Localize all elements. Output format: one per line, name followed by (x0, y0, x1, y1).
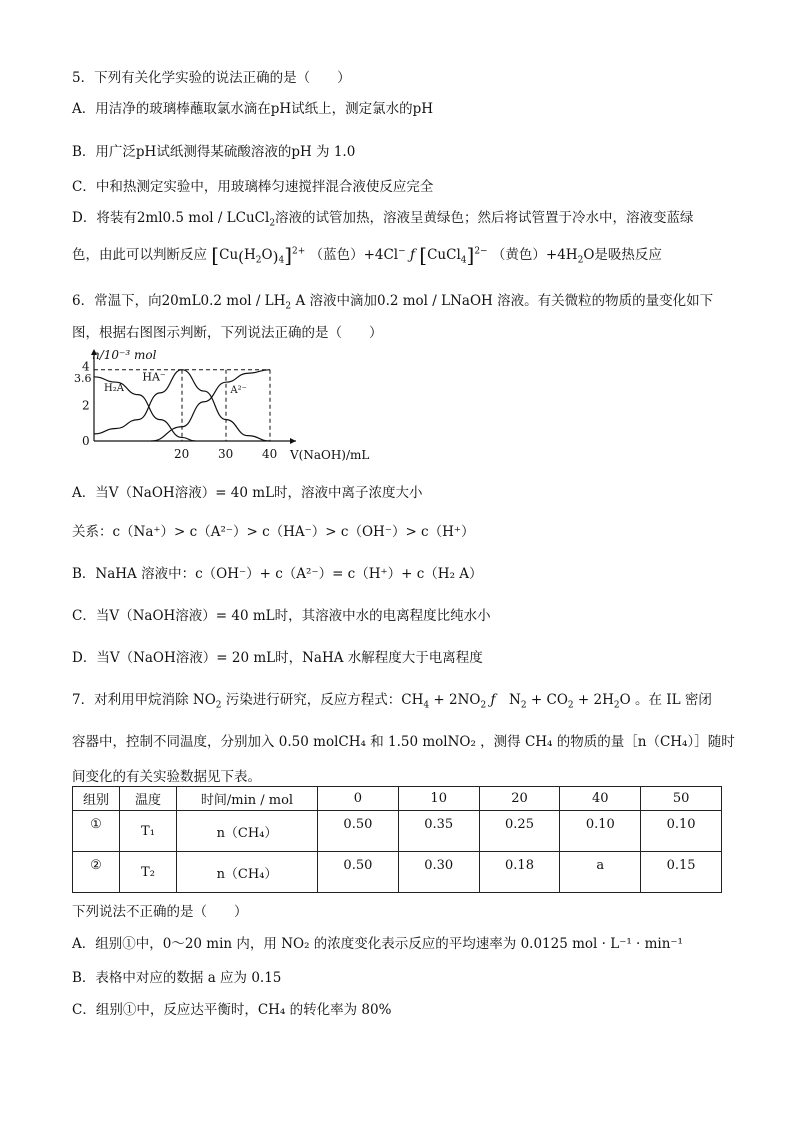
q6-stem-line2: 图，根据右图图示判断，下列说法正确的是（ ） (72, 325, 383, 341)
table-cell: 0.30 (398, 852, 479, 893)
x-axis-label: V(NaOH)/mL (290, 448, 370, 462)
y-tick: 4 (82, 359, 90, 374)
table-cell: T₂ (120, 852, 177, 893)
q5-stem: 5．下列有关化学实验的说法正确的是（ ） (72, 70, 351, 86)
q7-option-a: A．组别①中，0～20 min 内，用 NO₂ 的浓度变化表示反应的平均速率为 0.0125 mol · L⁻¹ · min⁻¹ (72, 936, 683, 952)
q5-d1-a: D．将装有2ml0.5 mol / LCuCl (72, 210, 270, 226)
table-cell: ① (73, 811, 120, 852)
x-tick: 20 (174, 447, 190, 461)
table-cell: 0.18 (479, 852, 560, 893)
table-cell: 0.50 (318, 852, 399, 893)
table-header-cell: 0 (318, 787, 399, 811)
table-cell: 0.10 (641, 811, 722, 852)
q7-option-c: C．组别①中，反应达平衡时，CH₄ 的转化率为 80% (72, 1002, 392, 1018)
x-tick: 40 (262, 447, 278, 461)
table-header-row (73, 787, 722, 811)
table-cell: 0.35 (398, 811, 479, 852)
q7-prompt: 下列说法不正确的是（ ） (72, 904, 248, 920)
table-row (73, 852, 722, 893)
series-label: HA⁻ (142, 370, 166, 384)
table-header-cell: 50 (641, 787, 722, 811)
q7-stem-line3: 间变化的有关实验数据见下表。 (72, 769, 261, 785)
table-cell: 0.25 (479, 811, 560, 852)
table-cell: 0.50 (318, 811, 399, 852)
q6-option-d: D．当V（NaOH溶液）= 20 mL时，NaHA 水解程度大于电离程度 (72, 650, 483, 666)
q7-stem-line1: 7．对利用甲烷消除 $NO_2$ 污染进行研究，反应方程式：$CH_4 + 2NO_2$ ƒ $N_2 + CO_2 + 2H_2O$ 。在 IL 密闭 (72, 692, 712, 711)
chart-text (74, 348, 369, 462)
q5-option-a: A．用洁净的玻璃棒蘸取氯水滴在pH试纸上，测定氯水的pH (72, 101, 434, 117)
y-tick: 2 (82, 398, 90, 413)
y-tick: 3.6 (74, 371, 92, 385)
q7-stem-line2: 容器中，控制不同温度，分别加入 0.50 molCH₄ 和 1.50 molNO₂ ，测得 CH₄ 的物质的量［n（CH₄）］随时 (72, 734, 735, 750)
q6-option-b: B．NaHA 溶液中：c（OH⁻）+ c（A²⁻）= c（H⁺）+ c（H₂ A） (72, 566, 483, 582)
q7-data-table (72, 786, 722, 893)
table-header-cell: 20 (479, 787, 560, 811)
q6-chart (72, 345, 372, 467)
table-cell: 0.15 (641, 852, 722, 893)
q5-option-d-line2: 色，由此可以判断反应 $[Cu(H_2O)_4]^{2+}$ （蓝色）+4Cl− ƒ [CuCl$_4$]$^{2-}$ （黄色）$+4H_2O$是吸热反应 (72, 243, 662, 267)
x-axis-arrow (290, 438, 296, 444)
q5-option-c: C．中和热测定实验中，用玻璃棒匀速搅拌混合液使反应完全 (72, 179, 434, 195)
table-cell: n（CH₄） (177, 811, 318, 852)
table-header-cell: 组别 (73, 787, 120, 811)
table-cell: a (560, 852, 641, 893)
table-cell: T₁ (120, 811, 177, 852)
table-cell: ② (73, 852, 120, 893)
q6-option-c: C．当V（NaOH溶液）= 40 mL时，其溶液中水的电离程度比纯水小 (72, 608, 491, 624)
series-line-2 (151, 370, 270, 441)
table-header-cell: 温度 (120, 787, 177, 811)
table-header-cell: 10 (398, 787, 479, 811)
table-header-cell: 40 (560, 787, 641, 811)
table-cell: 0.10 (560, 811, 641, 852)
y-tick: 0 (82, 434, 90, 448)
q5-d1-b: 溶液的试管加热，溶液呈黄绿色；然后将试管置于冷水中，溶液变蓝绿 (275, 210, 694, 226)
table-header-cell: 时间/min / mol (177, 787, 318, 811)
y-axis-label: n/10⁻³ mol (92, 348, 157, 362)
q7-option-b: B．表格中对应的数据 a 应为 0.15 (72, 970, 282, 986)
q6-option-a-line1: A．当V（NaOH溶液）= 40 mL时，溶液中离子浓度大小 (72, 485, 423, 501)
table-row (73, 811, 722, 852)
series-label: A²⁻ (230, 384, 247, 396)
x-tick: 30 (218, 447, 234, 461)
series-label: H₂A (104, 383, 124, 395)
q6-option-a-line2: 关系：c（Na⁺）> c（A²⁻）> c（HA⁻）> c（OH⁻）> c（H⁺） (72, 524, 475, 540)
q5-option-b: B．用广泛pH试纸测得某硫酸溶液的pH 为 1.0 (72, 144, 356, 160)
chart-axes (91, 349, 296, 444)
q6-stem-line1: 6．常温下，向20mL0.2 mol / $LH_2$ A 溶液中滴加0.2 mol / LNaOH 溶液。有关微粒的物质的量变化如下 (72, 293, 714, 312)
table-cell: n（CH₄） (177, 852, 318, 893)
q5-option-d-line1: D．将装有2ml0.5 mol / LCuCl$_2$溶液的试管加热，溶液呈黄绿色；然后将试管置于冷水中，溶液变蓝绿 (72, 210, 694, 229)
